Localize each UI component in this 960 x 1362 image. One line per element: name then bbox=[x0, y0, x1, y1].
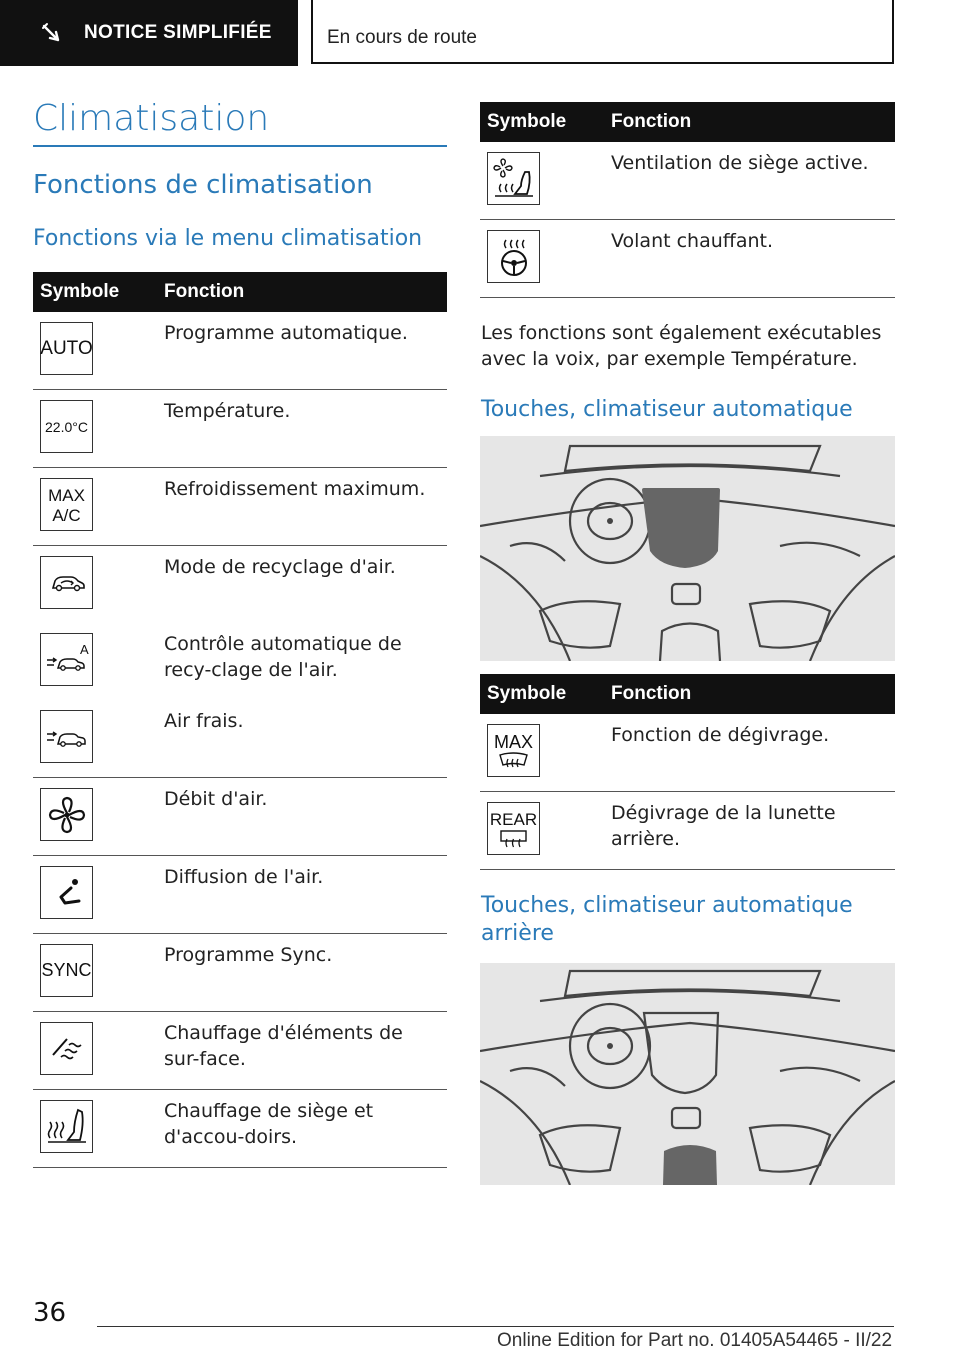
column-header-function: Fonction bbox=[164, 281, 245, 302]
function-text: Programme automatique. bbox=[164, 322, 408, 344]
header-section-label: En cours de route bbox=[327, 27, 477, 48]
column-header-symbol: Symbole bbox=[487, 111, 567, 132]
column-header-function: Fonction bbox=[611, 111, 692, 132]
table-row bbox=[33, 1012, 447, 1090]
table-row bbox=[33, 700, 447, 778]
auto-recirculation-icon bbox=[40, 633, 93, 686]
title-divider bbox=[33, 145, 447, 147]
seat-ventilation-glyph bbox=[491, 156, 537, 202]
function-text: Température. bbox=[164, 400, 291, 422]
function-text: Mode de recyclage d'air. bbox=[164, 556, 396, 578]
defrost-table bbox=[480, 674, 895, 870]
function-text: Fonction de dégivrage. bbox=[611, 724, 830, 746]
table-row bbox=[33, 856, 447, 934]
max-defrost-glyph bbox=[488, 725, 539, 776]
auto-icon bbox=[40, 322, 93, 375]
footer-edition: Online Edition for Part no. 01405A54465 - II/22 bbox=[497, 1330, 893, 1351]
function-text: Refroidissement maximum. bbox=[164, 478, 426, 500]
recirculation-icon bbox=[40, 556, 93, 609]
max-defrost-icon bbox=[487, 724, 540, 777]
icon-label: SYNC bbox=[41, 960, 92, 980]
seat-ventilation-icon bbox=[487, 152, 540, 205]
air-distribution-glyph bbox=[45, 871, 89, 915]
column-header-symbol: Symbole bbox=[40, 281, 120, 302]
fresh-air-icon bbox=[40, 710, 93, 763]
header-tab[interactable] bbox=[0, 0, 298, 66]
table-row bbox=[33, 546, 447, 623]
rear-defrost-glyph bbox=[488, 803, 539, 854]
dashboard-drawing bbox=[480, 963, 895, 1185]
steering-heating-icon bbox=[487, 230, 540, 283]
section-heading-auto-ac: Touches, climatiseur automatique bbox=[481, 397, 853, 422]
svg-text:A/C: A/C bbox=[52, 506, 81, 525]
table-header bbox=[480, 102, 895, 142]
icon-label: 22.0°C bbox=[45, 418, 88, 435]
function-text: Diffusion de l'air. bbox=[164, 866, 324, 888]
section-heading-rear-ac: Touches, climatiseur automatique arrière bbox=[481, 893, 853, 946]
column-header-symbol: Symbole bbox=[487, 683, 567, 704]
table-row bbox=[480, 792, 895, 870]
table-row bbox=[33, 778, 447, 856]
dashboard-illustration-rear bbox=[480, 963, 895, 1185]
fan-glyph bbox=[45, 793, 89, 837]
auto-recirculation-glyph bbox=[44, 640, 90, 680]
recirculation-glyph bbox=[47, 571, 87, 595]
svg-text:A: A bbox=[79, 641, 89, 657]
air-distribution-icon bbox=[40, 866, 93, 919]
table-row bbox=[33, 468, 447, 546]
table-row bbox=[33, 623, 447, 700]
rear-defrost-icon bbox=[487, 802, 540, 855]
seat-steering-table bbox=[480, 102, 895, 298]
function-text: Chauffage d'éléments de sur-face. bbox=[164, 1022, 403, 1070]
function-text: Volant chauffant. bbox=[611, 230, 774, 252]
function-text: Programme Sync. bbox=[164, 944, 333, 966]
page-number: 36 bbox=[33, 1298, 67, 1328]
column-header-function: Fonction bbox=[611, 683, 692, 704]
header-section bbox=[311, 0, 894, 64]
table-row bbox=[33, 312, 447, 390]
bolt-icon bbox=[40, 22, 62, 44]
function-text: Ventilation de siège active. bbox=[611, 152, 869, 174]
function-text: Débit d'air. bbox=[164, 788, 268, 810]
table-row bbox=[480, 714, 895, 792]
max-ac-glyph bbox=[41, 479, 92, 530]
table-header bbox=[33, 272, 447, 312]
icon-label: AUTO bbox=[40, 337, 93, 359]
dashboard-illustration-front bbox=[480, 436, 895, 661]
header-tab-label: NOTICE SIMPLIFIÉE bbox=[84, 22, 272, 43]
surface-heating-icon bbox=[40, 1022, 93, 1075]
subsection-heading: Fonctions via le menu climatisation bbox=[33, 226, 423, 251]
svg-text:REAR: REAR bbox=[489, 810, 538, 829]
climate-menu-table bbox=[33, 272, 447, 1168]
page-title: Climatisation bbox=[33, 98, 270, 139]
table-row bbox=[480, 142, 895, 220]
function-text: Air frais. bbox=[164, 710, 244, 732]
steering-heating-glyph bbox=[491, 234, 537, 280]
function-text: Dégivrage de la lunette arrière. bbox=[611, 802, 836, 850]
sync-icon bbox=[40, 944, 93, 997]
surface-heating-glyph bbox=[47, 1029, 87, 1069]
voice-note: Les fonctions sont également exécutables avec la voix, par exemple Température. bbox=[481, 322, 882, 370]
table-row bbox=[33, 934, 447, 1012]
seat-heating-icon bbox=[40, 1100, 93, 1153]
svg-text:MAX: MAX bbox=[48, 486, 85, 505]
fan-icon bbox=[40, 788, 93, 841]
footer-divider bbox=[97, 1326, 894, 1327]
table-row bbox=[33, 390, 447, 468]
table-row bbox=[480, 220, 895, 298]
svg-text:MAX: MAX bbox=[493, 732, 534, 752]
fresh-air-glyph bbox=[44, 722, 90, 752]
dashboard-drawing bbox=[480, 436, 895, 661]
table-header bbox=[480, 674, 895, 714]
section-heading: Fonctions de climatisation bbox=[33, 170, 373, 200]
table-row bbox=[33, 1090, 447, 1168]
temperature-icon bbox=[40, 400, 93, 453]
function-text: Chauffage de siège et d'accou-doirs. bbox=[164, 1100, 374, 1148]
function-text: Contrôle automatique de recy-clage de l'air. bbox=[164, 633, 402, 681]
max-ac-icon bbox=[40, 478, 93, 531]
seat-heating-glyph bbox=[44, 1104, 90, 1150]
